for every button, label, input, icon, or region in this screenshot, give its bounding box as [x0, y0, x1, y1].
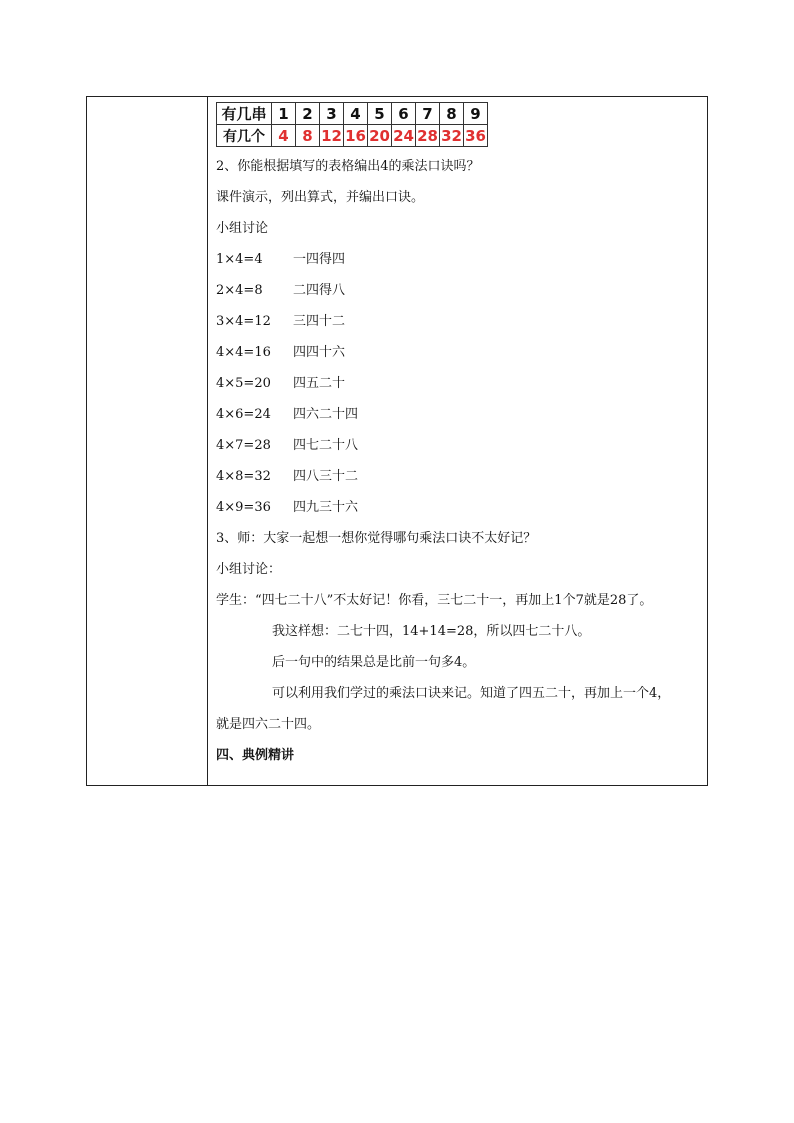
equation: 2×4=8	[216, 283, 263, 298]
table-cell: 20	[369, 126, 390, 145]
question-3: 3、师：大家一起想一想你觉得哪句乘法口诀不太好记？	[216, 531, 537, 546]
rhyme: 二四得八	[293, 283, 346, 298]
left-column	[87, 97, 208, 785]
student-answer: 学生：“四七二十八”不太好记！你看，三七二十一，再加上1个7就是28了。	[216, 593, 653, 608]
lesson-table	[86, 96, 708, 786]
table-cell: 24	[393, 126, 414, 145]
formula-line	[216, 399, 703, 430]
table-cell: 28	[417, 126, 438, 145]
table-cell: 4	[344, 103, 368, 125]
formula-line	[216, 430, 703, 461]
idea-line-3: 可以利用我们学过的乘法口诀来记。知道了四五二十，再加上一个4，	[272, 686, 671, 701]
table-row-strings	[217, 103, 488, 125]
equation: 3×4=12	[216, 314, 271, 329]
count-table	[216, 102, 488, 147]
formula-line	[216, 368, 703, 399]
formula-line	[216, 306, 703, 337]
equation: 4×7=28	[216, 438, 271, 453]
demo-text: 课件演示，列出算式，并编出口诀。	[216, 190, 425, 205]
rhyme: 四八三十二	[293, 469, 359, 484]
section-heading: 四、典例精讲	[216, 748, 295, 763]
rhyme: 四九三十六	[293, 500, 359, 515]
group-discussion-2: 小组讨论：	[216, 562, 282, 577]
rhyme: 四七二十八	[293, 438, 359, 453]
table-cell: 12	[321, 126, 342, 145]
table-cell: 32	[441, 126, 462, 145]
table-cell: 5	[368, 103, 392, 125]
table-cell: 6	[392, 103, 416, 125]
formula-line	[216, 244, 703, 275]
equation: 4×6=24	[216, 407, 271, 422]
table-cell: 4	[272, 125, 296, 147]
equation: 4×4=16	[216, 345, 271, 360]
row-header: 有几个	[217, 125, 272, 147]
table-cell: 3	[320, 103, 344, 125]
table-cell: 7	[416, 103, 440, 125]
rhyme: 一四得四	[293, 252, 346, 267]
formula-line	[216, 492, 703, 523]
formula-line	[216, 337, 703, 368]
group-discussion: 小组讨论	[216, 221, 269, 236]
content-cell	[216, 102, 703, 771]
idea-line-1: 我这样想：二七十四，14+14=28，所以四七二十八。	[272, 624, 591, 639]
table-row-count	[217, 125, 488, 147]
table-cell: 36	[465, 126, 486, 145]
rhyme: 三四十二	[293, 314, 346, 329]
row-header: 有几串	[217, 103, 272, 125]
table-cell: 2	[296, 103, 320, 125]
rhyme: 四四十六	[293, 345, 346, 360]
idea-line-2: 后一句中的结果总是比前一句多4。	[272, 655, 476, 670]
table-cell: 8	[440, 103, 464, 125]
table-cell: 9	[464, 103, 488, 125]
equation: 4×9=36	[216, 500, 271, 515]
equation: 1×4=4	[216, 252, 263, 267]
formula-line	[216, 461, 703, 492]
table-cell: 8	[296, 125, 320, 147]
question-2: 2、你能根据填写的表格编出4的乘法口诀吗？	[216, 159, 480, 174]
rhyme: 四六二十四	[293, 407, 359, 422]
idea-line-3-continued: 就是四六二十四。	[216, 717, 321, 732]
table-cell: 16	[345, 126, 366, 145]
equation: 4×8=32	[216, 469, 271, 484]
table-cell: 1	[272, 103, 296, 125]
rhyme: 四五二十	[293, 376, 346, 391]
formula-line	[216, 275, 703, 306]
equation: 4×5=20	[216, 376, 271, 391]
